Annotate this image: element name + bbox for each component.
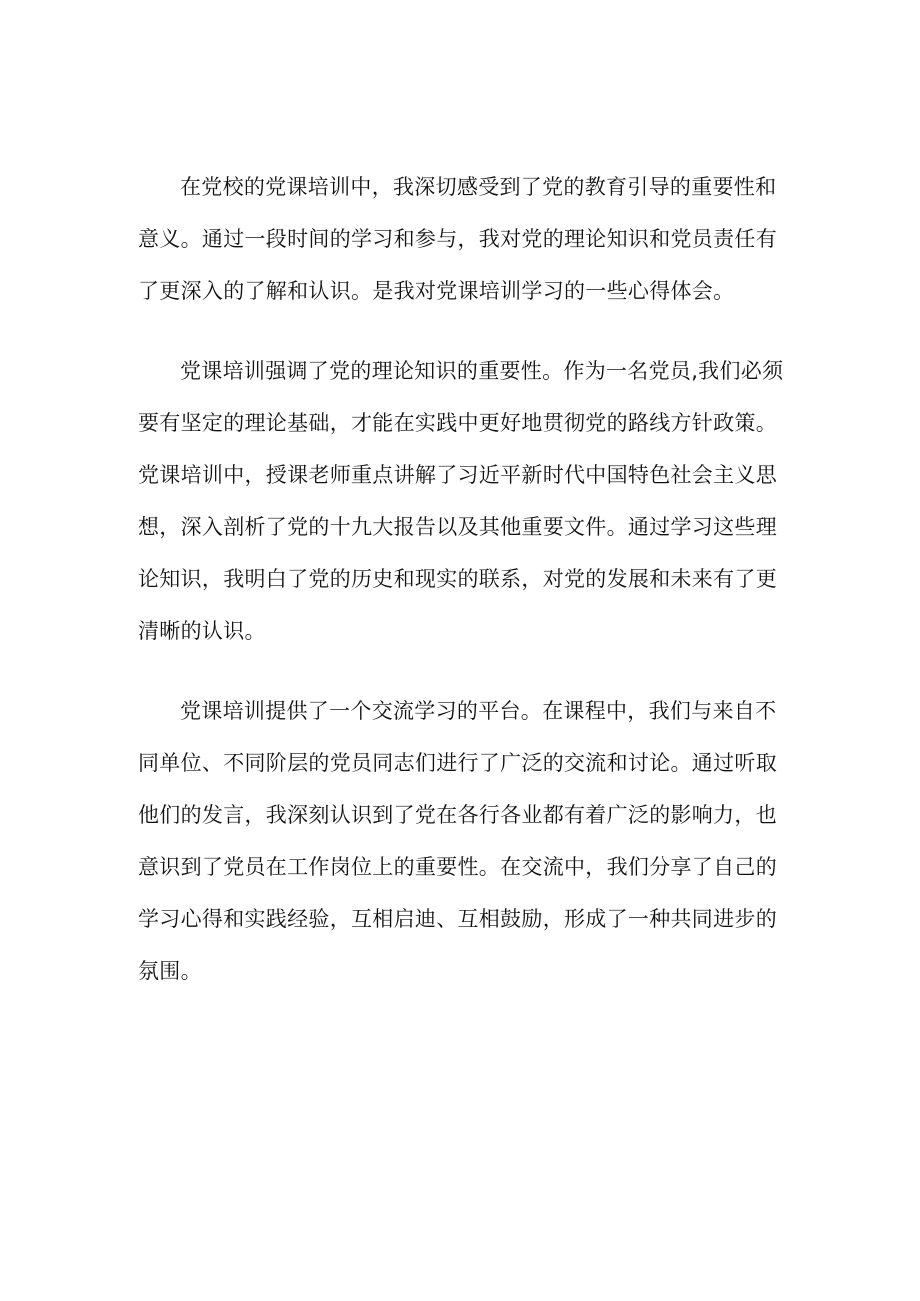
paragraph-2-line-3: 党课培训中，授课老师重点讲解了习近平新时代中国特色社会主义思 xyxy=(138,463,777,487)
paragraph-2 xyxy=(138,345,798,657)
paragraph-3-line-6: 氛围。 xyxy=(138,959,202,983)
document-body xyxy=(138,161,798,1025)
paragraph-3-line-3: 他们的发言，我深刻认识到了党在各行各业都有着广泛的影响力，也 xyxy=(138,803,777,827)
paragraph-3-line-5: 学习心得和实践经验，互相启迪、互相鼓励，形成了一种共同进步的 xyxy=(138,907,777,931)
paragraph-2-line-6: 清晰的认识。 xyxy=(138,619,266,643)
paragraph-1 xyxy=(138,161,798,317)
paragraph-2-line-5: 论知识，我明白了党的历史和现实的联系，对党的发展和未来有了更 xyxy=(138,567,777,591)
paragraph-2-line-1: 党课培训强调了党的理论知识的重要性。作为一名党员,我们必须 xyxy=(180,359,784,383)
paragraph-2-line-4: 想，深入剖析了党的十九大报告以及其他重要文件。通过学习这些理 xyxy=(138,515,777,539)
paragraph-3 xyxy=(138,685,798,997)
paragraph-1-line-1: 在党校的党课培训中，我深切感受到了党的教育引导的重要性和 xyxy=(180,175,777,199)
paragraph-1-line-3: 了更深入的了解和认识。是我对党课培训学习的一些心得体会。 xyxy=(138,279,735,303)
paragraph-2-line-2: 要有坚定的理论基础，才能在实践中更好地贯彻党的路线方针政策。 xyxy=(138,411,777,435)
paragraph-1-line-2: 意义。通过一段时间的学习和参与，我对党的理论知识和党员责任有 xyxy=(138,227,777,251)
paragraph-3-line-2: 同单位、不同阶层的党员同志们进行了广泛的交流和讨论。通过听取 xyxy=(138,751,777,775)
paragraph-3-line-4: 意识到了党员在工作岗位上的重要性。在交流中，我们分享了自己的 xyxy=(138,855,777,879)
paragraph-3-line-1: 党课培训提供了一个交流学习的平台。在课程中，我们与来自不 xyxy=(180,699,777,723)
